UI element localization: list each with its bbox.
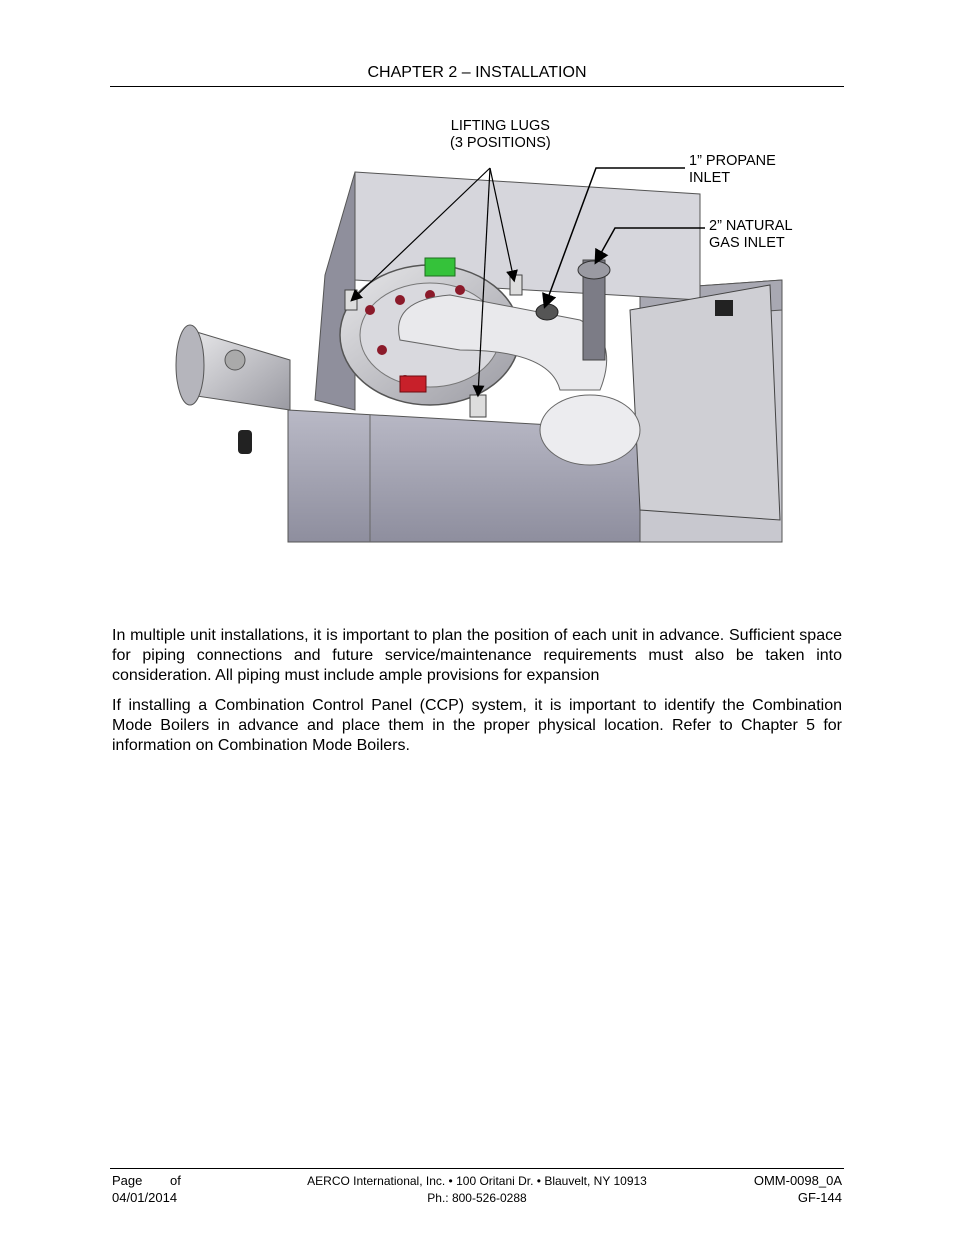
company-address: AERCO International, Inc. • 100 Oritani Dr. • Blauvelt, NY 10913 xyxy=(307,1174,647,1188)
footer-divider xyxy=(110,1168,844,1169)
page-number-line xyxy=(112,1172,181,1189)
natural-gas-label-line1: 2” NATURAL xyxy=(709,218,793,234)
lifting-lugs-callout xyxy=(450,118,551,152)
chapter-title: CHAPTER 2 – INSTALLATION xyxy=(367,64,587,81)
panel-port xyxy=(715,300,733,316)
footer-left xyxy=(112,1172,181,1206)
natural-gas-inlet-callout xyxy=(709,218,793,252)
propane-label-line1: 1” PROPANE xyxy=(689,153,776,169)
propane-inlet-callout xyxy=(689,153,776,187)
document-number: OMM-0098_0A xyxy=(753,1173,842,1188)
gf-number: GF-144 xyxy=(797,1190,842,1205)
natural-gas-label-line2: GAS INLET xyxy=(709,235,785,251)
paragraph-ccp-system: If installing a Combination Control Panel (CCP) system, it is important to identify the Combination Mode Boilers in advance and place them in the proper physical location. Refer to Chapter 5 for information on Combination Mode Boilers. xyxy=(112,697,842,754)
footer-center xyxy=(270,1173,684,1207)
body-text xyxy=(112,626,842,766)
of-label: of xyxy=(170,1173,181,1188)
lifting-lugs-label-line2: (3 POSITIONS) xyxy=(450,135,551,151)
company-phone: Ph.: 800-526-0288 xyxy=(427,1191,527,1205)
footer-right xyxy=(754,1172,842,1206)
header-divider xyxy=(110,86,844,87)
lifting-lugs-label-line1: LIFTING LUGS xyxy=(450,118,550,134)
footer-date: 04/01/2014 xyxy=(112,1190,178,1205)
paragraph-multiple-units: In multiple unit installations, it is important to plan the position of each unit in advance. Sufficient space for piping connections and future service/maintenance requirements must also be taken into consideration. All piping must include ample provisions for expansion xyxy=(112,627,842,684)
boiler-top-view-figure xyxy=(160,110,840,550)
propane-label-line2: INLET xyxy=(689,170,731,186)
page-label: Page xyxy=(112,1173,143,1188)
